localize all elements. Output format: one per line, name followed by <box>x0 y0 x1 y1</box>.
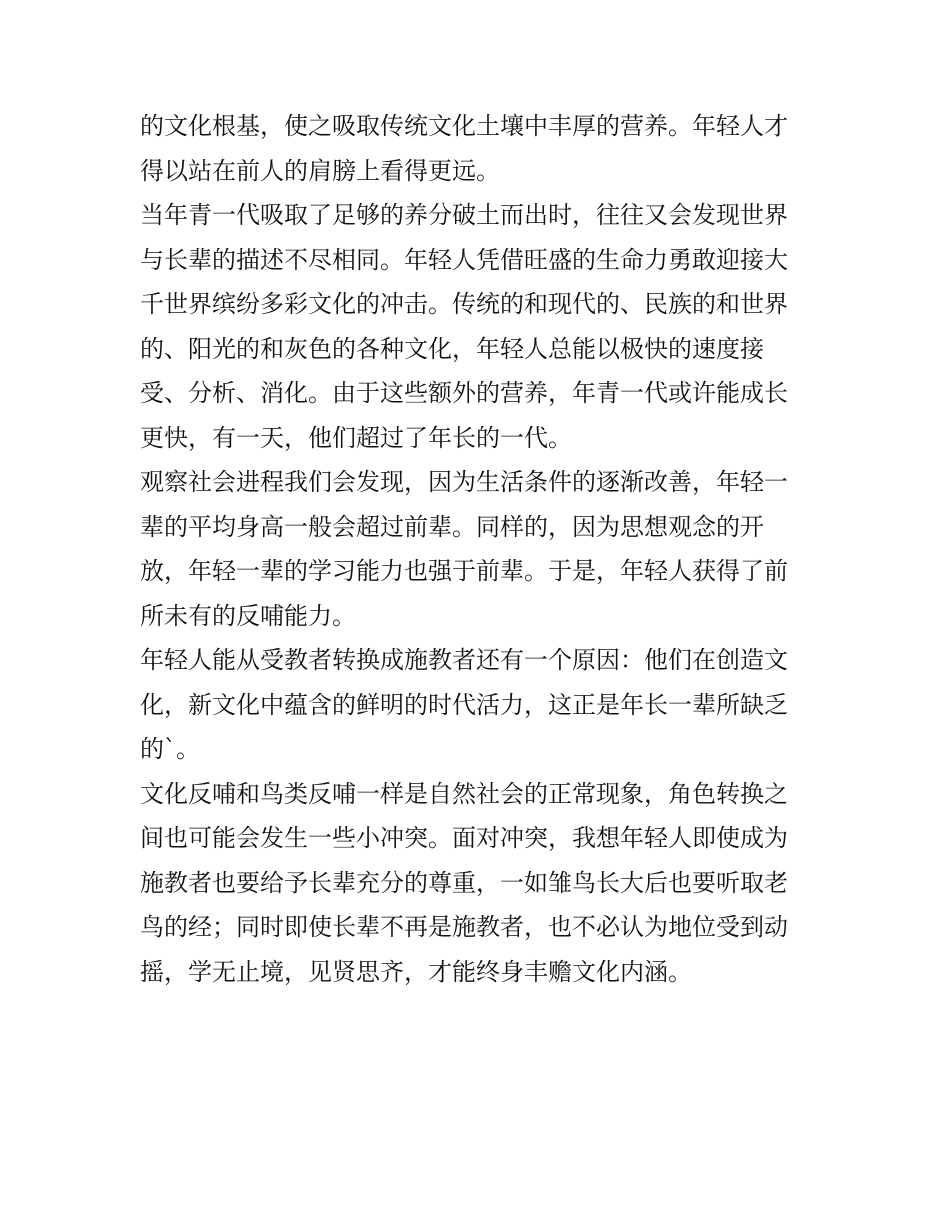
text-line: 受、分析、消化。由于这些额外的营养，年青一代或许能成长 <box>140 379 788 407</box>
text-line: 更快，有一天，他们超过了年长的一代。 <box>140 423 572 452</box>
text-line: 得以站在前人的肩膀上看得更远。 <box>140 156 500 185</box>
text-line: 的、阳光的和灰色的各种文化，年轻人总能以极快的速度接 <box>140 334 764 363</box>
text-line: 千世界缤纷多彩文化的冲击。传统的和现代的、民族的和世界 <box>140 290 788 318</box>
text-line: 的`。 <box>140 735 200 763</box>
text-line: 的文化根基，使之吸取传统文化土壤中丰厚的营养。年轻人才 <box>140 112 788 140</box>
text-line: 与长辈的描述不尽相同。年轻人凭借旺盛的生命力勇敢迎接大 <box>140 245 788 274</box>
text-line: 放，年轻一辈的学习能力也强于前辈。于是，年轻人获得了前 <box>140 557 788 585</box>
text-line: 施教者也要给予长辈充分的尊重，一如雏鸟长大后也要听取老 <box>140 868 788 897</box>
text-line: 当年青一代吸取了足够的养分破土而出时，往往又会发现世界 <box>140 201 788 229</box>
text-line: 所未有的反哺能力。 <box>140 601 356 630</box>
text-line: 化，新文化中蕴含的鲜明的时代活力，这正是年长一辈所缺乏 <box>140 690 788 719</box>
essay-text <box>140 104 820 994</box>
text-line: 摇，学无止境，见贤思齐，才能终身丰赡文化内涵。 <box>140 957 692 986</box>
text-line: 鸟的经；同时即使长辈不再是施教者，也不必认为地位受到动 <box>140 913 788 941</box>
text-line: 间也可能会发生一些小冲突。面对冲突，我想年轻人即使成为 <box>140 824 788 852</box>
text-line: 观察社会进程我们会发现，因为生活条件的逐渐改善，年轻一 <box>140 468 788 496</box>
text-line: 辈的平均身高一般会超过前辈。同样的，因为思想观念的开 <box>140 512 764 541</box>
text-line: 年轻人能从受教者转换成施教者还有一个原因：他们在创造文 <box>140 646 788 674</box>
text-line: 文化反哺和鸟类反哺一样是自然社会的正常现象，角色转换之 <box>140 779 788 808</box>
